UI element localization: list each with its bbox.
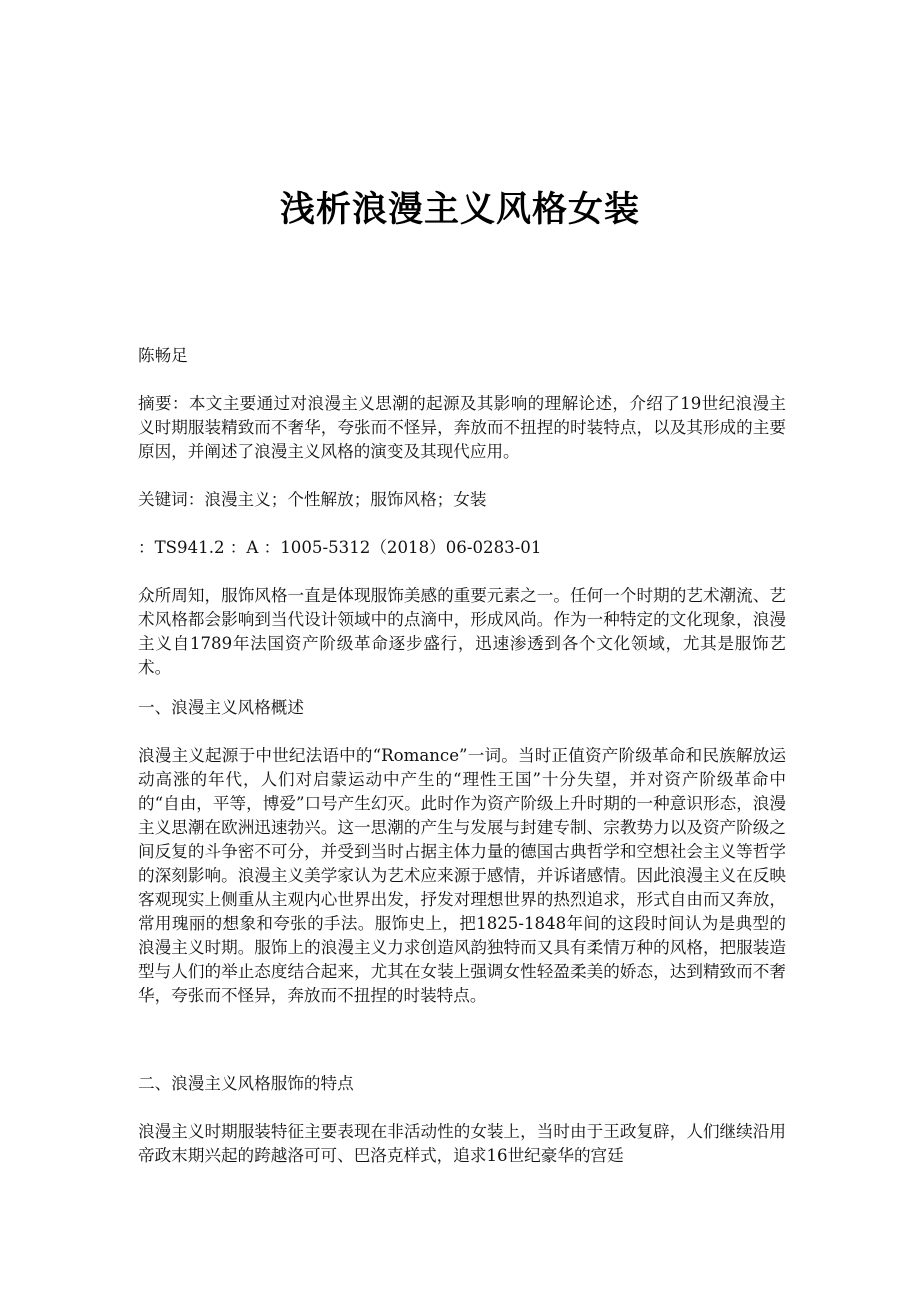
author [138,344,786,368]
section2-body-text: 浪漫主义时期服装特征主要表现在非活动性的女装上，当时由于王政复辟，人们继续沿用帝政末期兴起的跨越洛可可、巴洛克样式，追求16世纪豪华的宫廷 [138,1122,786,1165]
section1-body-text: 浪漫主义起源于中世纪法语中的“Romance”一词。当时正值资产阶级革命和民族解放运动高涨的年代，人们对启蒙运动中产生的“理性王国”十分失望，并对资产阶级革命中的“自由，平等，博爱”口号产生幻灭。此时作为资产阶级上升时期的一种意识形态，浪漫主义思潮在欧洲迅速勃兴。这一思潮的产生与发展与封建专制、宗教势力以及资产阶级之间反复的斗争密不可分，并受到当时占据主体力量的德国古典哲学和空想社会主义等哲学的深刻影响。浪漫主义美学家认为艺术应来源于感情，并诉诸感情。因此浪漫主义在反映客观现实上侧重从主观内心世界出发，抒发对理想世界的热烈追求，形式自由而又奔放，常用瑰丽的想象和夸张的手法。服饰史上，把1825-1848年间的这段时间认为是典型的浪漫主义时期。服饰上的浪漫主义力求创造风韵独特而又具有柔情万种的风格，把服装造型与人们的举止态度结合起来，尤其在女装上强调女性轻盈柔美的娇态，达到精致而不奢华，夸张而不怪异，奔放而不扭捏的时装特点。 [138,746,786,1005]
document-title: 浅析浪漫主义风格女装 [279,190,640,230]
keywords [138,488,786,512]
intro-text: 众所周知，服饰风格一直是体现服饰美感的重要元素之一。任何一个时期的艺术潮流、艺术风格都会影响到当代设计领域中的点滴中，形成风尚。作为一种特定的文化现象，浪漫主义自1789年法国资产阶级革命逐步盛行，迅速渗透到各个文化领域，尤其是服饰艺术。 [138,586,786,677]
keywords-text: 关键词：浪漫主义；个性解放；服饰风格；女装 [138,490,487,509]
section2-heading [138,1072,786,1096]
section1-heading [138,696,786,720]
classification-text: ：TS941.2 ：A ：1005-5312（2018）06-0283-01 [138,538,542,557]
intro-paragraph [138,584,786,680]
author-name: 陈畅足 [138,346,188,365]
section2-heading-text: 二、浪漫主义风格服饰的特点 [138,1074,354,1093]
section2-body [138,1120,786,1168]
abstract-text: 摘要：本文主要通过对浪漫主义思潮的起源及其影响的理解论述，介绍了19世纪浪漫主义时期服装精致而不奢华，夸张而不怪异，奔放而不扭捏的时装特点，以及其形成的主要原因，并阐述了浪漫主义风格的演变及其现代应用。 [138,394,786,461]
section1-heading-text: 一、浪漫主义风格概述 [138,698,304,717]
classification [138,536,786,560]
section1-body [138,744,786,1008]
abstract [138,392,786,464]
